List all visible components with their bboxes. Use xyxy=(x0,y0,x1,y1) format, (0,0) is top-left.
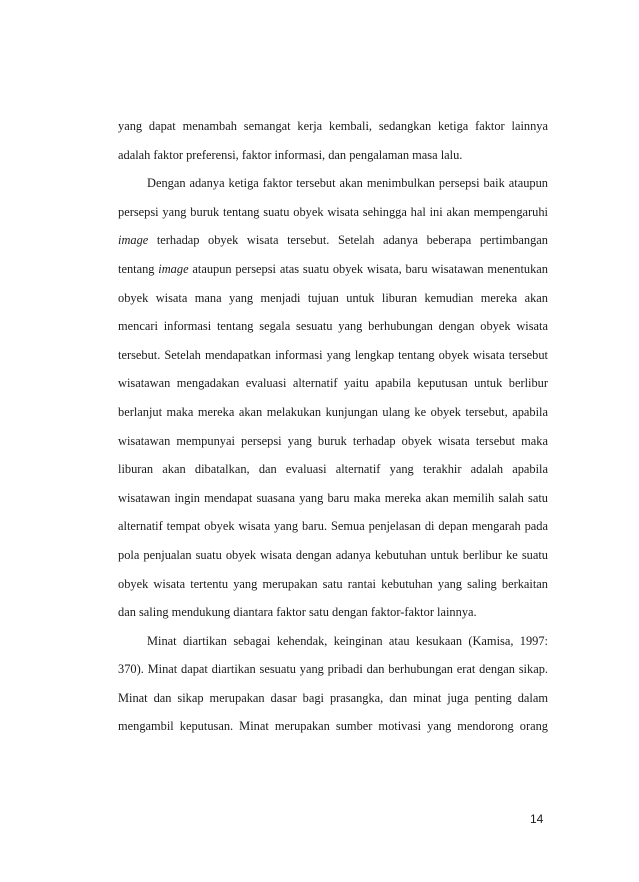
text-line: mengambil keputusan. Minat merupakan sumber motivasi yang mendorong orang xyxy=(118,719,548,734)
page-number: 14 xyxy=(530,812,544,826)
text-line: dan saling mendukung diantara faktor satu dengan faktor-faktor lainnya. xyxy=(118,605,477,620)
text-line: adalah faktor preferensi, faktor informasi, dan pengalaman masa lalu. xyxy=(118,147,463,162)
text-line: tersebut. Setelah mendapatkan informasi yang lengkap tentang obyek wisata tersebut xyxy=(118,347,548,362)
text-line: wisatawan mempunyai persepsi yang buruk terhadap obyek wisata tersebut maka xyxy=(118,433,548,448)
text-line: 370). Minat dapat diartikan sesuatu yang pribadi dan berhubungan erat dengan sikap. xyxy=(118,662,548,677)
italic-term: image xyxy=(158,261,189,276)
paragraph-first-line: Dengan adanya ketiga faktor tersebut akan menimbulkan persepsi baik ataupun xyxy=(147,176,548,191)
text-line: image terhadap obyek wisata tersebut. Setelah adanya beberapa pertimbangan xyxy=(118,233,548,248)
text-line: liburan akan dibatalkan, dan evaluasi alternatif yang terakhir adalah apabila xyxy=(118,462,548,477)
text-line: obyek wisata tertentu yang merupakan satu rantai kebutuhan yang saling berkaitan xyxy=(118,576,548,591)
text-line: mencari informasi tentang segala sesuatu yang berhubungan dengan obyek wisata xyxy=(118,319,548,334)
text-line: wisatawan mengadakan evaluasi alternatif yaitu apabila keputusan untuk berlibur xyxy=(118,376,548,391)
body-text xyxy=(118,116,548,745)
text-line: yang dapat menambah semangat kerja kembali, sedangkan ketiga faktor lainnya xyxy=(118,119,548,133)
text-line: berlanjut maka mereka akan melakukan kunjungan ulang ke obyek tersebut, apabila xyxy=(118,404,548,419)
text-line: alternatif tempat obyek wisata yang baru. Semua penjelasan di depan mengarah pada xyxy=(118,519,548,534)
text-line: Minat dan sikap merupakan dasar bagi prasangka, dan minat juga penting dalam xyxy=(118,690,548,705)
text-line: persepsi yang buruk tentang suatu obyek wisata sehingga hal ini akan mempengaruhi xyxy=(118,204,548,219)
italic-term: image xyxy=(118,233,149,248)
text-line: wisatawan ingin mendapat suasana yang baru maka mereka akan memilih salah satu xyxy=(118,490,548,505)
paragraph-first-line: Minat diartikan sebagai kehendak, keinginan atau kesukaan (Kamisa, 1997: xyxy=(147,633,548,648)
text-line: obyek wisata mana yang menjadi tujuan untuk liburan kemudian mereka akan xyxy=(118,290,548,305)
text-line: pola penjualan suatu obyek wisata dengan adanya kebutuhan untuk berlibur ke suatu xyxy=(118,547,548,562)
text-line: tentang image ataupun persepsi atas suatu obyek wisata, baru wisatawan menentukan xyxy=(118,261,548,276)
